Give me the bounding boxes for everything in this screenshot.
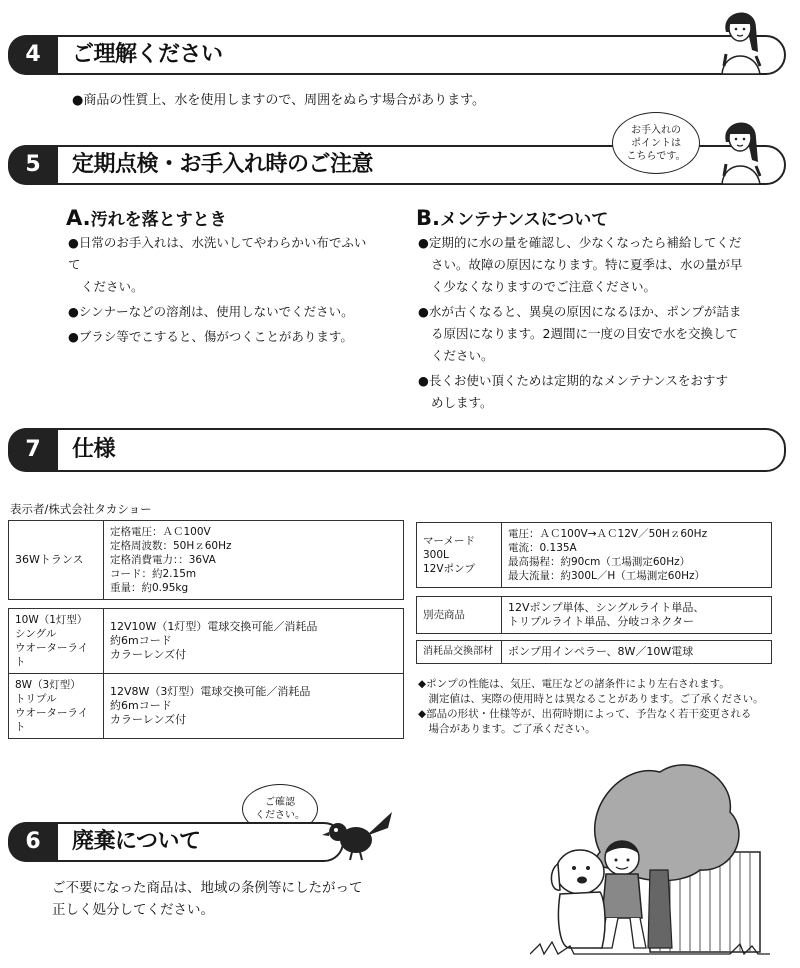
note-line: 測定値は、実際の使用時とは異なることがあります。ご了承ください。 [418,693,764,705]
spec-table-left [8,520,404,739]
spec-name: 36Wトランス [9,521,104,600]
display-company: 表示者/株式会社タカショー [10,502,152,516]
list-item: ください。 [81,279,144,294]
section-title: 廃棄について [72,829,201,854]
spec-name-line: マーメード [423,535,475,547]
section-number: 4 [8,35,58,75]
spec-line: 12V8W（3灯型）電球交換可能／消耗品 [110,685,311,698]
boy-dog-tree-illustration-icon [530,752,770,958]
spec-values [104,609,404,674]
spec-name [9,674,104,739]
spec-line: 電流：0.135A [508,542,577,554]
list-item: ●ブラシ等でこすると、傷がつくことがあります。 [68,329,353,344]
spec-values [502,597,772,634]
spec-values [502,641,772,664]
bubble-line: ポイントは [630,137,681,149]
list-item: ●日常のお手入れは、水洗いしてやわらかい布でふいて [68,235,367,272]
section-title: 仕様 [72,437,116,462]
spec-line: トリプルライト単品、分岐コネクター [508,615,695,628]
care-list-b [418,232,758,414]
spec-table-right [416,522,772,664]
subhead-a [66,205,227,230]
section-4-text: ●商品の性質上、水を使用しますので、周囲をぬらす場合があります。 [72,93,486,108]
bubble-line: こちらです。 [626,150,686,162]
spec-line: コード：約2.15m [110,568,197,580]
bird-illustration-icon [322,806,394,862]
spec-line: 12Vポンプ単体、シングルライト単品、 [508,601,705,614]
text-line: ご不要になった商品は、地域の条例等にしたがって [52,880,363,896]
list-item: めします。 [431,395,493,410]
list-item: ください。 [431,348,494,363]
list-item: さい。故障の原因になります。特に夏季は、水の量が早 [431,257,743,272]
woman-illustration-icon [712,112,768,184]
list-item: る原因になります。2週間に一度の目安で水を交換して [431,326,738,341]
spec-name-line: ウオーターライト [15,642,89,668]
section-title: ご理解ください [72,42,223,67]
section-number: 5 [8,145,58,185]
table-row [9,674,404,739]
care-points-bubble [612,112,700,174]
section-6-text [52,877,363,921]
spec-line: 定格消費電力：：36VA [110,554,216,566]
spec-line: 約6mコード [110,699,172,712]
table-row [417,523,772,588]
section-title: 定期点検・お手入れ時のご注意 [72,152,374,177]
spec-name-line: 300L [423,549,449,561]
spec-name: 別売商品 [417,597,502,634]
text-line: 正しく処分してください。 [52,902,214,918]
spec-name [9,609,104,674]
spec-name-line: トリプル [15,693,57,705]
spec-name-line: 8W（3灯型） [15,679,81,691]
spec-line: カラーレンズ付 [110,648,187,661]
spec-name-line: シングル [15,628,57,640]
table-row [417,597,772,634]
spec-name: 消耗品交換部材 [417,641,502,664]
spec-line: カラーレンズ付 [110,713,187,726]
table-row [417,641,772,664]
section-4-header [8,35,786,75]
table-row [9,521,404,600]
spec-name-line: 10W（1灯型） [15,614,88,626]
table-row [9,609,404,674]
subhead-letter: B. [416,206,440,230]
list-item: ●長くお使い頂くためは定期的なメンテナンスをおすす [418,373,729,388]
spec-line: 最大流量：約300L／H（工場測定60Hz） [508,570,706,582]
list-item: ●シンナーなどの溶剤は、使用しないでください。 [68,304,354,319]
note-line: 場合があります。ご了承ください。 [418,723,596,735]
list-item: く少なくなりますのでご注意ください。 [431,279,657,294]
section-number: 6 [8,822,58,862]
spec-line: ポンプ用インペラー、8W／10W電球 [508,645,694,658]
section-7-header [8,428,786,472]
spec-line: 電圧：ＡＣ100V→ＡＣ12V／50Hｚ60Hz [508,528,708,540]
spec-line: 最高揚程：約90cm（工場測定60Hz） [508,556,691,568]
subhead-b [416,205,608,230]
woman-illustration-icon [712,2,768,74]
subhead-letter: A. [66,206,91,230]
subhead-title: 汚れを落とすとき [90,210,227,230]
care-list-a [68,232,378,348]
spec-name [417,523,502,588]
spec-line: 重量：約0.95kg [110,582,189,594]
spec-name-line: ウオーターライト [15,707,89,733]
section-6-header [8,822,344,862]
list-item: ●定期的に水の量を確認し、少なくなったら補給してくだ [418,235,742,250]
subhead-title: メンテナンスについて [439,210,609,230]
note-line: ◆ポンプの性能は、気圧、電圧などの諸条件により左右されます。 [418,678,730,690]
spec-line: 12V10W（1灯型）電球交換可能／消耗品 [110,620,318,633]
list-item: ●水が古くなると、異臭の原因になるほか、ポンプが詰ま [418,304,742,319]
spec-values [104,521,404,600]
note-line: ◆部品の形状・仕様等が、出荷時期によって、予告なく若干変更される [418,708,752,720]
section-number: 7 [8,428,58,472]
spec-name-line: 12Vポンプ [423,563,476,575]
spec-line: 定格周波数：50Hｚ60Hz [110,540,232,552]
spec-line: 約6mコード [110,634,172,647]
bubble-line: ください。 [255,810,305,821]
spec-values [104,674,404,739]
spec-values [502,523,772,588]
spec-line: 定格電圧：ＡＣ100V [110,526,211,538]
bubble-line: ご確認 [265,797,295,808]
spec-notes [418,677,764,737]
bubble-line: お手入れの [630,124,681,136]
